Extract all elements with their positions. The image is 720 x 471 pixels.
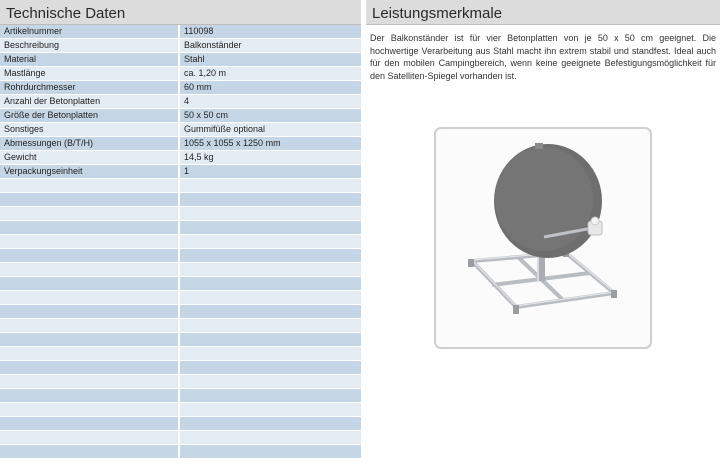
- spec-label: [0, 207, 180, 221]
- spec-row-empty: [0, 375, 361, 389]
- spec-row-empty: [0, 291, 361, 305]
- spec-row-empty: [0, 277, 361, 291]
- spec-value: [180, 179, 361, 193]
- spec-row-empty: [0, 333, 361, 347]
- spec-row-empty: [0, 403, 361, 417]
- features-title: Leistungsmerkmale: [366, 0, 720, 25]
- spec-value: [180, 347, 361, 361]
- spec-row-empty: [0, 179, 361, 193]
- spec-value: 50 x 50 cm: [180, 109, 361, 123]
- spec-row-empty: [0, 417, 361, 431]
- spec-row-empty: [0, 445, 361, 459]
- spec-row: [0, 137, 361, 151]
- spec-value: 4: [180, 95, 361, 109]
- spec-row: [0, 53, 361, 67]
- spec-label: Rohrdurchmesser: [0, 81, 180, 95]
- spec-label: [0, 221, 180, 235]
- spec-row: [0, 151, 361, 165]
- spec-table: [0, 25, 361, 459]
- spec-label: [0, 193, 180, 207]
- spec-value: [180, 277, 361, 291]
- spec-row: [0, 25, 361, 39]
- spec-value: [180, 361, 361, 375]
- spec-label: [0, 263, 180, 277]
- spec-row-empty: [0, 305, 361, 319]
- spec-label: Verpackungseinheit: [0, 165, 180, 179]
- spec-value: [180, 445, 361, 459]
- spec-value: [180, 235, 361, 249]
- spec-value: [180, 417, 361, 431]
- spec-label: Artikelnummer: [0, 25, 180, 39]
- spec-row: [0, 67, 361, 81]
- spec-value: [180, 263, 361, 277]
- spec-value: 110098: [180, 25, 361, 39]
- spec-label: [0, 277, 180, 291]
- spec-label: [0, 403, 180, 417]
- spec-label: [0, 319, 180, 333]
- spec-value: [180, 431, 361, 445]
- spec-label: Abmessungen (B/T/H): [0, 137, 180, 151]
- spec-row: [0, 109, 361, 123]
- spec-label: Mastlänge: [0, 67, 180, 81]
- spec-row-empty: [0, 319, 361, 333]
- spec-row: [0, 123, 361, 137]
- spec-label: Material: [0, 53, 180, 67]
- spec-row-empty: [0, 221, 361, 235]
- spec-row-empty: [0, 361, 361, 375]
- spec-label: Gewicht: [0, 151, 180, 165]
- spec-value: Gummifüße optional: [180, 123, 361, 137]
- spec-label: [0, 333, 180, 347]
- satellite-dish-stand-image: [436, 129, 650, 347]
- spec-row-empty: [0, 193, 361, 207]
- spec-value: Stahl: [180, 53, 361, 67]
- spec-label: Sonstiges: [0, 123, 180, 137]
- spec-value: [180, 207, 361, 221]
- spec-row-empty: [0, 207, 361, 221]
- spec-value: 1055 x 1055 x 1250 mm: [180, 137, 361, 151]
- spec-row-empty: [0, 249, 361, 263]
- spec-row: [0, 95, 361, 109]
- features-panel: [366, 0, 720, 471]
- spec-value: 14,5 kg: [180, 151, 361, 165]
- spec-value: [180, 403, 361, 417]
- spec-label: [0, 305, 180, 319]
- spec-value: [180, 193, 361, 207]
- spec-label: [0, 347, 180, 361]
- spec-row-empty: [0, 389, 361, 403]
- spec-value: [180, 221, 361, 235]
- product-image-frame: [434, 127, 652, 349]
- spec-label: Anzahl der Betonplatten: [0, 95, 180, 109]
- spec-row-empty: [0, 263, 361, 277]
- spec-value: [180, 375, 361, 389]
- spec-label: [0, 179, 180, 193]
- spec-value: [180, 249, 361, 263]
- technical-data-title: Technische Daten: [0, 0, 361, 25]
- spec-label: [0, 389, 180, 403]
- spec-label: [0, 291, 180, 305]
- spec-label: [0, 249, 180, 263]
- spec-label: [0, 375, 180, 389]
- spec-value: Balkonständer: [180, 39, 361, 53]
- spec-value: 1: [180, 165, 361, 179]
- spec-value: [180, 319, 361, 333]
- spec-value: [180, 291, 361, 305]
- spec-label: [0, 431, 180, 445]
- spec-label: Beschreibung: [0, 39, 180, 53]
- spec-label: [0, 235, 180, 249]
- spec-row: [0, 165, 361, 179]
- spec-value: [180, 333, 361, 347]
- spec-row-empty: [0, 235, 361, 249]
- spec-row-empty: [0, 431, 361, 445]
- spec-value: [180, 305, 361, 319]
- spec-label: [0, 417, 180, 431]
- spec-row: [0, 39, 361, 53]
- spec-value: 60 mm: [180, 81, 361, 95]
- spec-label: [0, 445, 180, 459]
- spec-value: ca. 1,20 m: [180, 67, 361, 81]
- spec-value: [180, 389, 361, 403]
- spec-label: Größe der Betonplatten: [0, 109, 180, 123]
- spec-label: [0, 361, 180, 375]
- spec-row-empty: [0, 347, 361, 361]
- features-description: Der Balkonständer ist für vier Betonplatten von je 50 x 50 cm geeignet. Die hochwertige Verarbeitung aus Stahl macht ihn extrem stabil und standfest. Ideal auch für den mobilen Campingbereich, wenn keine geeignete Befestigungsmöglichkeit für den Satelliten-Spiegel vorhanden ist.: [370, 33, 716, 81]
- spec-row: [0, 81, 361, 95]
